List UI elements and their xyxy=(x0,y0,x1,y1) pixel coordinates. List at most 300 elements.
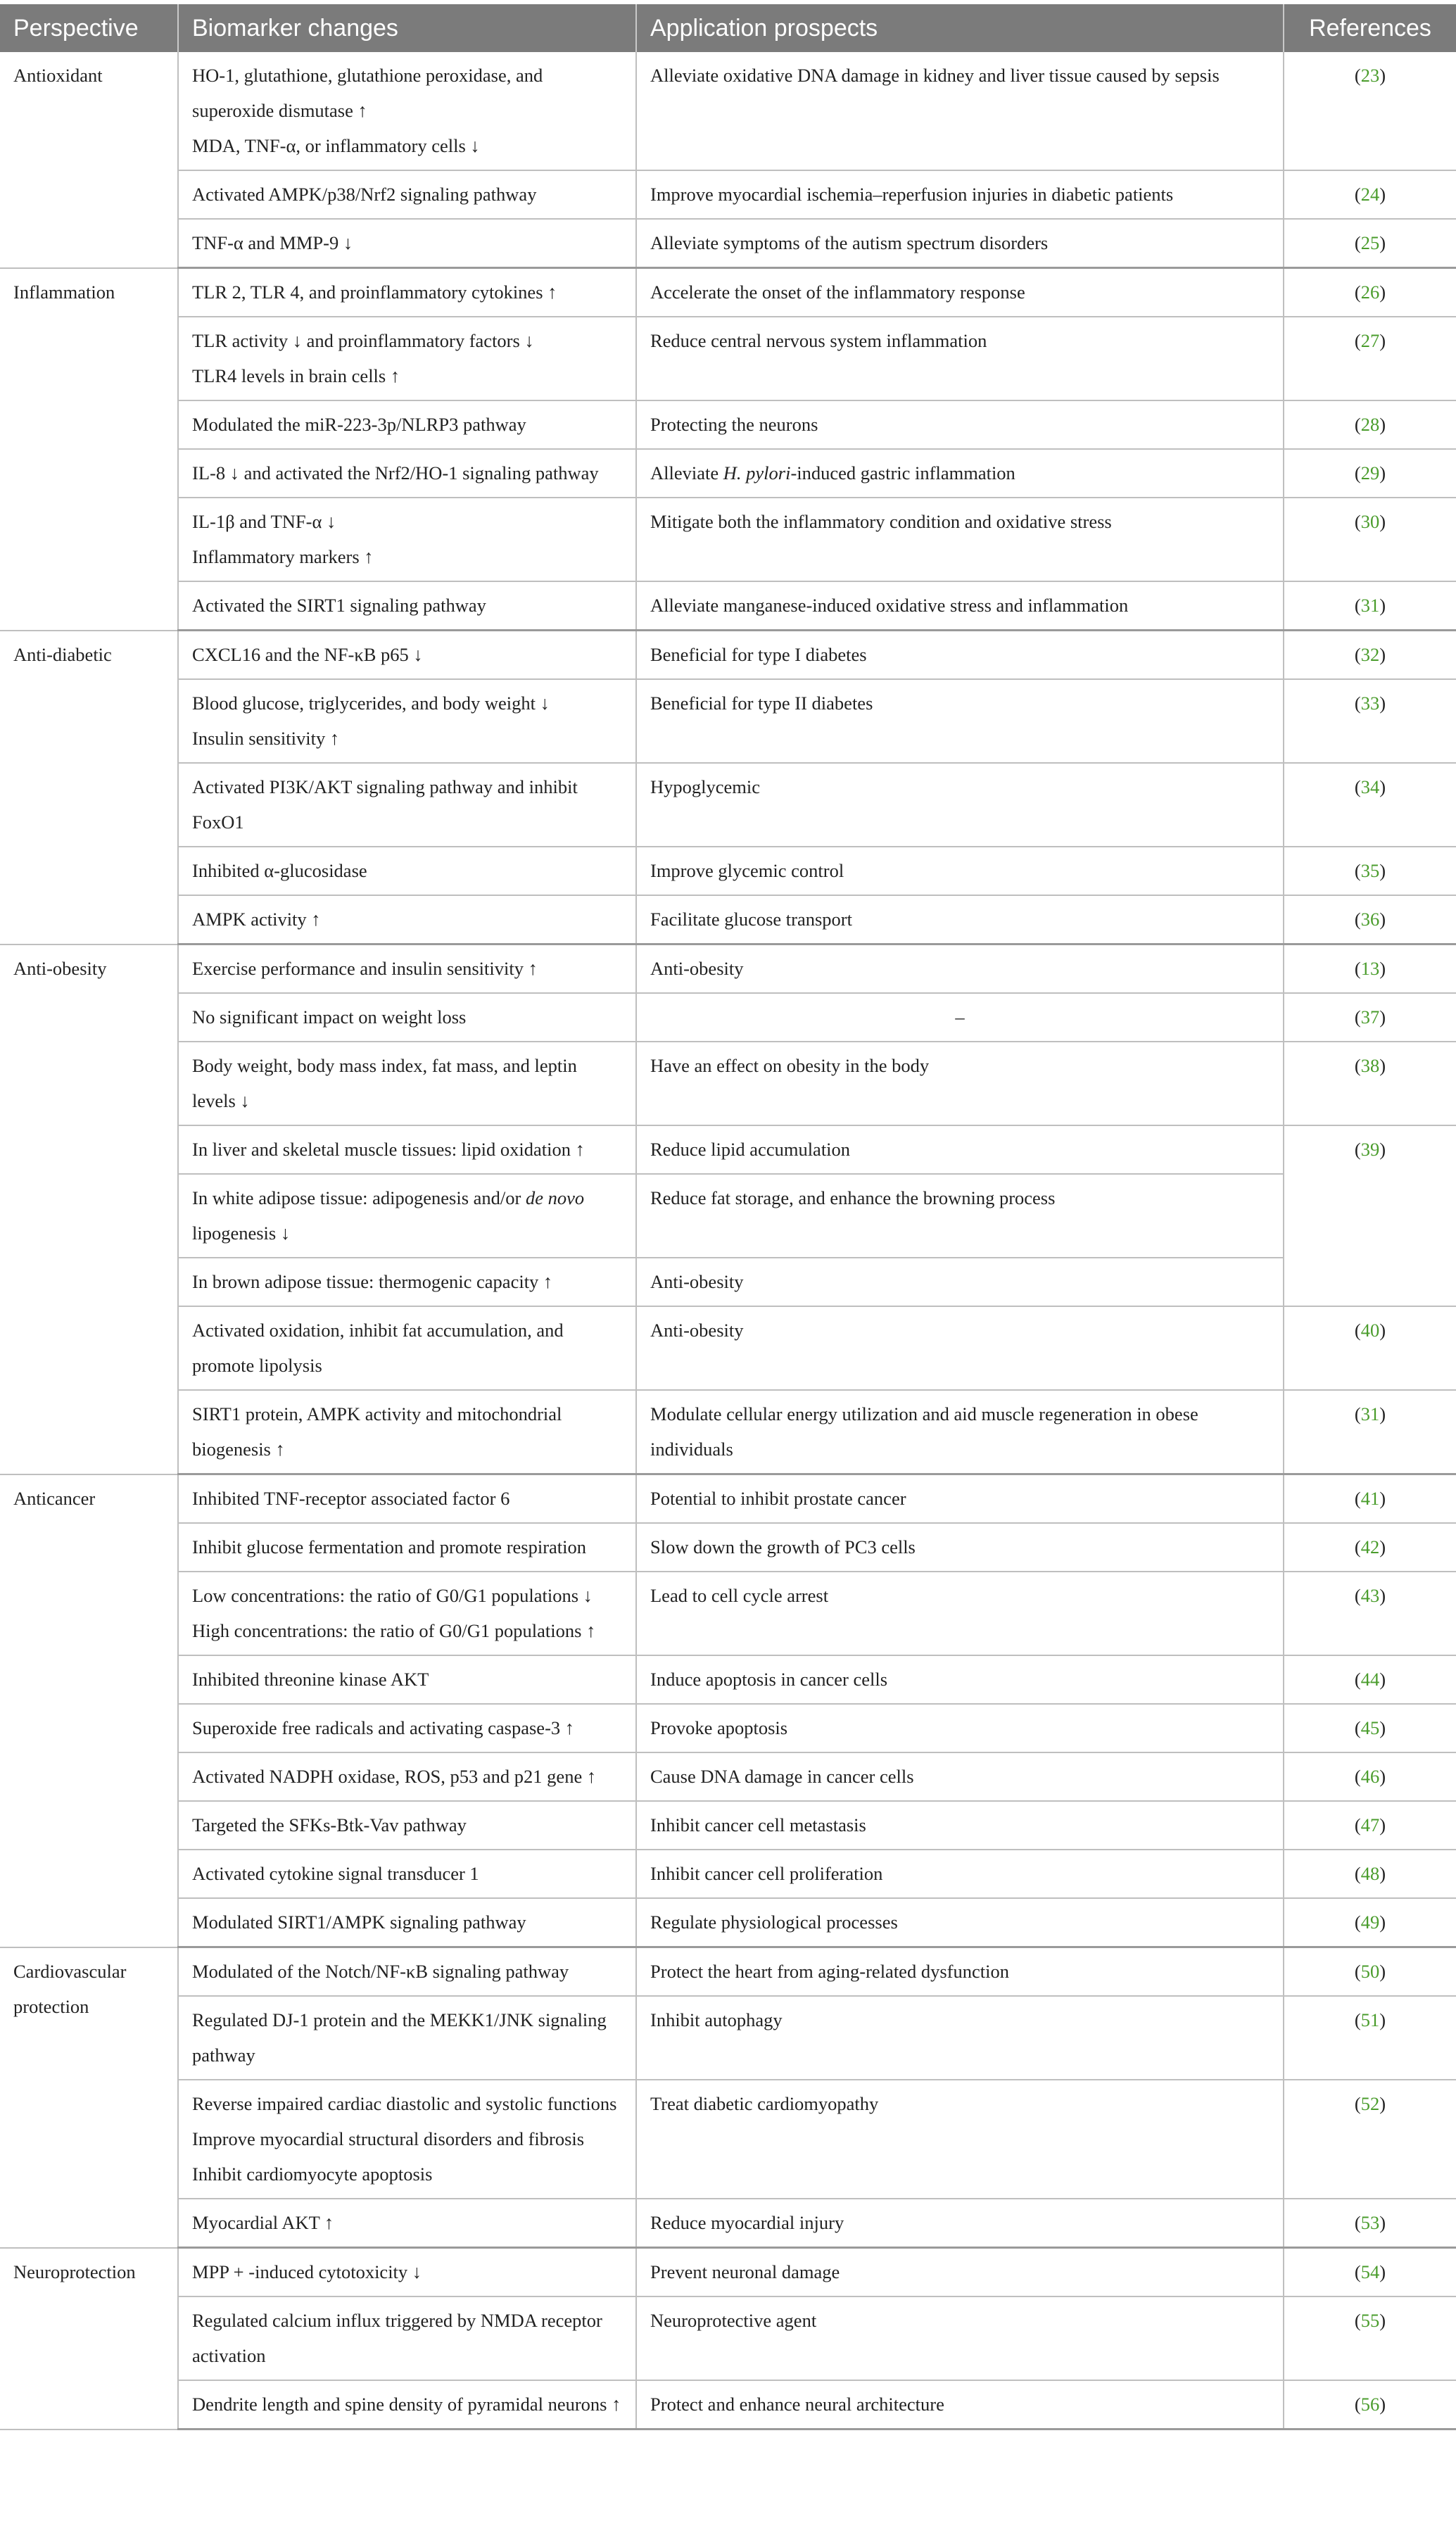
biomarker-cell xyxy=(178,268,636,317)
application-text: Have an effect on obesity in the body xyxy=(650,1055,930,1076)
reference-link[interactable]: 44 xyxy=(1360,1669,1380,1690)
biomarker-cell xyxy=(178,2380,636,2430)
reference-link[interactable]: 46 xyxy=(1360,1766,1380,1787)
biomarker-cell xyxy=(178,1801,636,1850)
application-text: Beneficial for type II diabetes xyxy=(650,693,873,714)
application-text: Neuroprotective agent xyxy=(650,2310,817,2331)
reference-paren-open: ( xyxy=(1354,1585,1361,1606)
reference-paren-open: ( xyxy=(1354,1488,1361,1509)
application-cell xyxy=(636,581,1284,631)
reference-link[interactable]: 50 xyxy=(1360,1961,1380,1982)
biomarker-cell xyxy=(178,581,636,631)
biomarker-line: Targeted the SFKs-Btk-Vav pathway xyxy=(192,1814,467,1836)
reference-link[interactable]: 34 xyxy=(1360,776,1380,797)
reference-paren-open: ( xyxy=(1354,860,1361,881)
table-row xyxy=(0,1898,1456,1947)
biomarker-cell xyxy=(178,1996,636,2080)
biomarker-line: AMPK activity ↑ xyxy=(192,909,321,930)
application-cell xyxy=(636,2199,1284,2248)
reference-link[interactable]: 55 xyxy=(1360,2310,1380,2331)
application-text: Anti-obesity xyxy=(650,1271,744,1292)
reference-paren-close: ) xyxy=(1379,1585,1386,1606)
reference-link[interactable]: 39 xyxy=(1360,1139,1380,1160)
biomarker-line: Inhibited threonine kinase AKT xyxy=(192,1669,429,1690)
reference-cell xyxy=(1284,2380,1456,2430)
biomarker-line: Activated AMPK/p38/Nrf2 signaling pathway xyxy=(192,184,537,205)
application-cell xyxy=(636,1474,1284,1524)
reference-paren-open: ( xyxy=(1354,2394,1361,2415)
biomarker-line: Inhibited TNF-receptor associated factor 6 xyxy=(192,1488,510,1509)
table-row xyxy=(0,52,1456,170)
reference-paren-open: ( xyxy=(1354,2261,1361,2282)
biomarker-line: Regulated calcium influx triggered by NMDA receptor activation xyxy=(192,2310,602,2366)
reference-paren-close: ) xyxy=(1379,2093,1386,2114)
application-cell xyxy=(636,1306,1284,1390)
biomarker-line: Improve myocardial structural disorders and fibrosis xyxy=(192,2128,585,2149)
biomarker-line: IL-8 ↓ and activated the Nrf2/HO-1 signaling pathway xyxy=(192,462,599,484)
application-cell xyxy=(636,1850,1284,1898)
header-row xyxy=(0,4,1456,52)
application-text: – xyxy=(955,1006,965,1028)
biomarker-line: TLR 2, TLR 4, and proinflammatory cytokines ↑ xyxy=(192,282,557,303)
application-cell xyxy=(636,1174,1284,1258)
reference-link[interactable]: 27 xyxy=(1360,330,1380,351)
application-text: Inhibit cancer cell proliferation xyxy=(650,1863,883,1884)
reference-cell xyxy=(1284,170,1456,219)
perspective-cell: Inflammation xyxy=(0,268,178,631)
application-text: Inhibit autophagy xyxy=(650,2009,783,2030)
reference-link[interactable]: 31 xyxy=(1360,1403,1380,1424)
application-text: Reduce myocardial injury xyxy=(650,2212,844,2233)
table-row xyxy=(0,1042,1456,1125)
biomarker-line: Modulated the miR-223-3p/NLRP3 pathway xyxy=(192,414,526,435)
biomarker-line: No significant impact on weight loss xyxy=(192,1006,467,1028)
biomarker-cell xyxy=(178,2248,636,2297)
biomarker-cell xyxy=(178,1258,636,1306)
biomarker-line: Low concentrations: the ratio of G0/G1 populations ↓ xyxy=(192,1585,593,1606)
reference-paren-open: ( xyxy=(1354,1055,1361,1076)
table-row xyxy=(0,763,1456,847)
reference-link[interactable]: 26 xyxy=(1360,282,1380,303)
reference-link[interactable]: 48 xyxy=(1360,1863,1380,1884)
biomarker-line: Activated oxidation, inhibit fat accumulation, and promote lipolysis xyxy=(192,1320,564,1376)
reference-paren-close: ) xyxy=(1379,2394,1386,2415)
reference-cell xyxy=(1284,1996,1456,2080)
table-row xyxy=(0,1125,1456,1174)
application-cell xyxy=(636,631,1284,680)
application-text: Mitigate both the inflammatory condition and oxidative stress xyxy=(650,511,1112,532)
reference-paren-close: ) xyxy=(1379,1320,1386,1341)
reference-paren-open: ( xyxy=(1354,184,1361,205)
table-row xyxy=(0,1474,1456,1524)
table-row xyxy=(0,1258,1456,1306)
biomarker-line: Blood glucose, triglycerides, and body weight ↓ xyxy=(192,693,550,714)
biomarker-line: Reverse impaired cardiac diastolic and systolic functions xyxy=(192,2093,617,2114)
table-header xyxy=(0,4,1456,52)
reference-paren-open: ( xyxy=(1354,1766,1361,1787)
reference-cell xyxy=(1284,1850,1456,1898)
table-row xyxy=(0,2248,1456,2297)
application-cell xyxy=(636,317,1284,400)
reference-paren-open: ( xyxy=(1354,644,1361,665)
table-body xyxy=(0,52,1456,2430)
application-cell xyxy=(636,2380,1284,2430)
application-text: Reduce fat storage, and enhance the browning process xyxy=(650,1187,1056,1208)
application-text: Regulate physiological processes xyxy=(650,1912,898,1933)
reference-link[interactable]: 49 xyxy=(1360,1912,1380,1933)
biomarker-cell xyxy=(178,1898,636,1947)
application-text: Improve glycemic control xyxy=(650,860,844,881)
biomarker-cell xyxy=(178,679,636,763)
reference-paren-close: ) xyxy=(1379,2261,1386,2282)
biomarker-line: Activated cytokine signal transducer 1 xyxy=(192,1863,479,1884)
reference-paren-close: ) xyxy=(1379,1536,1386,1558)
reference-link[interactable]: 56 xyxy=(1360,2394,1380,2415)
reference-paren-close: ) xyxy=(1379,1055,1386,1076)
biomarker-line: High concentrations: the ratio of G0/G1 populations ↑ xyxy=(192,1620,596,1641)
reference-paren-close: ) xyxy=(1379,1863,1386,1884)
table-row xyxy=(0,1996,1456,2080)
biomarker-line: Inhibit glucose fermentation and promote respiration xyxy=(192,1536,587,1558)
application-text: Accelerate the onset of the inflammatory response xyxy=(650,282,1025,303)
table-row xyxy=(0,1752,1456,1801)
reference-cell xyxy=(1284,2199,1456,2248)
table-row xyxy=(0,2296,1456,2380)
reference-link[interactable]: 25 xyxy=(1360,232,1380,253)
application-cell xyxy=(636,2248,1284,2297)
application-cell xyxy=(636,1572,1284,1655)
biomarker-line: In brown adipose tissue: thermogenic capacity ↑ xyxy=(192,1271,553,1292)
reference-paren-close: ) xyxy=(1379,184,1386,205)
reference-paren-close: ) xyxy=(1379,282,1386,303)
table-row xyxy=(0,170,1456,219)
reference-paren-close: ) xyxy=(1379,414,1386,435)
application-cell xyxy=(636,847,1284,895)
reference-cell xyxy=(1284,1523,1456,1572)
reference-paren-close: ) xyxy=(1379,1669,1386,1690)
biomarker-cell xyxy=(178,1523,636,1572)
biomarker-cell xyxy=(178,1655,636,1704)
biomarker-cell xyxy=(178,1306,636,1390)
reference-paren-close: ) xyxy=(1379,462,1386,484)
reference-cell xyxy=(1284,993,1456,1042)
reference-paren-close: ) xyxy=(1379,1006,1386,1028)
application-cell xyxy=(636,679,1284,763)
biomarker-cell xyxy=(178,219,636,268)
biomarker-cell xyxy=(178,170,636,219)
application-cell xyxy=(636,1947,1284,1997)
reference-link[interactable]: 24 xyxy=(1360,184,1380,205)
reference-paren-close: ) xyxy=(1379,330,1386,351)
reference-link[interactable]: 45 xyxy=(1360,1717,1380,1738)
application-cell xyxy=(636,1258,1284,1306)
reference-link[interactable]: 47 xyxy=(1360,1814,1380,1836)
reference-link[interactable]: 35 xyxy=(1360,860,1380,881)
reference-paren-close: ) xyxy=(1379,909,1386,930)
reference-paren-open: ( xyxy=(1354,1961,1361,1982)
biomarker-cell xyxy=(178,944,636,994)
reference-cell xyxy=(1284,219,1456,268)
reference-paren-close: ) xyxy=(1379,1717,1386,1738)
reference-link[interactable]: 33 xyxy=(1360,693,1380,714)
application-cell xyxy=(636,993,1284,1042)
table-row xyxy=(0,317,1456,400)
table-row xyxy=(0,1306,1456,1390)
perspective-cell: Cardiovascular protection xyxy=(0,1947,178,2248)
biomarker-cell xyxy=(178,1850,636,1898)
table-row xyxy=(0,1572,1456,1655)
reference-link[interactable]: 37 xyxy=(1360,1006,1380,1028)
reference-cell xyxy=(1284,679,1456,763)
biomarker-cell xyxy=(178,1704,636,1752)
application-text: Modulate cellular energy utilization and aid muscle regeneration in obese individuals xyxy=(650,1403,1198,1460)
application-text: Potential to inhibit prostate cancer xyxy=(650,1488,906,1509)
perspective-cell: Anticancer xyxy=(0,1474,178,1947)
application-cell xyxy=(636,763,1284,847)
reference-paren-open: ( xyxy=(1354,2009,1361,2030)
reference-cell xyxy=(1284,581,1456,631)
application-text: Alleviate symptoms of the autism spectrum disorders xyxy=(650,232,1049,253)
biomarker-table xyxy=(0,4,1456,2430)
application-text: Protect and enhance neural architecture xyxy=(650,2394,944,2415)
reference-link[interactable]: 41 xyxy=(1360,1488,1380,1509)
application-cell xyxy=(636,170,1284,219)
reference-cell xyxy=(1284,449,1456,498)
table-row xyxy=(0,498,1456,581)
biomarker-cell xyxy=(178,498,636,581)
application-cell xyxy=(636,2296,1284,2380)
biomarker-line: TLR activity ↓ and proinflammatory factors ↓ xyxy=(192,330,534,351)
biomarker-text: lipogenesis ↓ xyxy=(192,1222,291,1244)
application-text: Protect the heart from aging-related dysfunction xyxy=(650,1961,1009,1982)
reference-paren-close: ) xyxy=(1379,644,1386,665)
table-row xyxy=(0,1704,1456,1752)
biomarker-line: HO-1, glutathione, glutathione peroxidase, and superoxide dismutase ↑ xyxy=(192,65,543,121)
perspective-cell: Anti-obesity xyxy=(0,944,178,1474)
reference-paren-open: ( xyxy=(1354,595,1361,616)
reference-link[interactable]: 32 xyxy=(1360,644,1380,665)
reference-paren-close: ) xyxy=(1379,1403,1386,1424)
reference-link[interactable]: 43 xyxy=(1360,1585,1380,1606)
biomarker-cell xyxy=(178,2296,636,2380)
reference-paren-close: ) xyxy=(1379,2212,1386,2233)
reference-paren-open: ( xyxy=(1354,2212,1361,2233)
biomarker-line: Inhibited α-glucosidase xyxy=(192,860,367,881)
reference-paren-close: ) xyxy=(1379,511,1386,532)
reference-cell xyxy=(1284,2296,1456,2380)
application-cell xyxy=(636,498,1284,581)
application-text: Lead to cell cycle arrest xyxy=(650,1585,829,1606)
biomarker-line: CXCL16 and the NF-κB p65 ↓ xyxy=(192,644,423,665)
reference-link[interactable]: 13 xyxy=(1360,958,1380,979)
reference-paren-open: ( xyxy=(1354,1912,1361,1933)
reference-link[interactable]: 51 xyxy=(1360,2009,1380,2030)
application-cell xyxy=(636,449,1284,498)
reference-cell xyxy=(1284,763,1456,847)
application-text: Reduce central nervous system inflammation xyxy=(650,330,987,351)
application-text: Induce apoptosis in cancer cells xyxy=(650,1669,888,1690)
reference-paren-close: ) xyxy=(1379,595,1386,616)
reference-link[interactable]: 38 xyxy=(1360,1055,1380,1076)
biomarker-line: Modulated SIRT1/AMPK signaling pathway xyxy=(192,1912,526,1933)
reference-cell xyxy=(1284,1898,1456,1947)
table-row xyxy=(0,944,1456,994)
biomarker-line: TLR4 levels in brain cells ↑ xyxy=(192,365,400,386)
reference-paren-close: ) xyxy=(1379,958,1386,979)
application-text: Improve myocardial ischemia–reperfusion injuries in diabetic patients xyxy=(650,184,1174,205)
reference-paren-open: ( xyxy=(1354,2310,1361,2331)
application-cell xyxy=(636,1523,1284,1572)
application-text: Slow down the growth of PC3 cells xyxy=(650,1536,916,1558)
table-row xyxy=(0,1801,1456,1850)
reference-paren-open: ( xyxy=(1354,511,1361,532)
reference-paren-open: ( xyxy=(1354,414,1361,435)
table-row xyxy=(0,895,1456,944)
reference-paren-open: ( xyxy=(1354,282,1361,303)
reference-link[interactable]: 54 xyxy=(1360,2261,1380,2282)
reference-paren-close: ) xyxy=(1379,65,1386,86)
application-text: Protecting the neurons xyxy=(650,414,818,435)
biomarker-cell xyxy=(178,1752,636,1801)
biomarker-cell xyxy=(178,400,636,449)
table-row xyxy=(0,1390,1456,1474)
reference-paren-open: ( xyxy=(1354,693,1361,714)
biomarker-cell xyxy=(178,993,636,1042)
reference-cell xyxy=(1284,847,1456,895)
header-references: References xyxy=(1284,4,1456,52)
reference-cell xyxy=(1284,895,1456,944)
biomarker-line: In liver and skeletal muscle tissues: lipid oxidation ↑ xyxy=(192,1139,585,1160)
reference-cell xyxy=(1284,498,1456,581)
table-row xyxy=(0,1850,1456,1898)
biomarker-line: Body weight, body mass index, fat mass, and leptin levels ↓ xyxy=(192,1055,577,1111)
reference-paren-open: ( xyxy=(1354,232,1361,253)
biomarker-line: Superoxide free radicals and activating caspase-3 ↑ xyxy=(192,1717,575,1738)
biomarker-cell xyxy=(178,1174,636,1258)
table-row xyxy=(0,219,1456,268)
header-biomarker: Biomarker changes xyxy=(178,4,636,52)
reference-cell xyxy=(1284,52,1456,170)
application-cell xyxy=(636,1801,1284,1850)
reference-paren-close: ) xyxy=(1379,1488,1386,1509)
reference-link[interactable]: 23 xyxy=(1360,65,1380,86)
perspective-cell: Antioxidant xyxy=(0,52,178,268)
reference-link[interactable]: 28 xyxy=(1360,414,1380,435)
biomarker-cell xyxy=(178,1474,636,1524)
reference-cell xyxy=(1284,2080,1456,2199)
reference-cell xyxy=(1284,1947,1456,1997)
header-application: Application prospects xyxy=(636,4,1284,52)
reference-link[interactable]: 42 xyxy=(1360,1536,1380,1558)
application-text: Prevent neuronal damage xyxy=(650,2261,840,2282)
application-text: Treat diabetic cardiomyopathy xyxy=(650,2093,879,2114)
reference-cell xyxy=(1284,1572,1456,1655)
reference-paren-close: ) xyxy=(1379,776,1386,797)
application-cell xyxy=(636,400,1284,449)
reference-paren-close: ) xyxy=(1379,860,1386,881)
biomarker-cell xyxy=(178,1042,636,1125)
table-row xyxy=(0,2380,1456,2430)
biomarker-cell xyxy=(178,631,636,680)
reference-cell xyxy=(1284,400,1456,449)
perspective-cell: Anti-diabetic xyxy=(0,631,178,944)
reference-paren-open: ( xyxy=(1354,1717,1361,1738)
application-cell xyxy=(636,2080,1284,2199)
application-text: Inhibit cancer cell metastasis xyxy=(650,1814,866,1836)
reference-cell xyxy=(1284,1306,1456,1390)
application-cell xyxy=(636,1752,1284,1801)
reference-cell xyxy=(1284,1655,1456,1704)
biomarker-line: Inflammatory markers ↑ xyxy=(192,546,374,567)
reference-cell xyxy=(1284,268,1456,317)
application-text: Alleviate xyxy=(650,462,723,484)
reference-link[interactable]: 40 xyxy=(1360,1320,1380,1341)
application-text: Alleviate manganese-induced oxidative stress and inflammation xyxy=(650,595,1129,616)
biomarker-line: Exercise performance and insulin sensitivity ↑ xyxy=(192,958,538,979)
table-row xyxy=(0,993,1456,1042)
reference-link[interactable]: 52 xyxy=(1360,2093,1380,2114)
table-row xyxy=(0,847,1456,895)
reference-cell xyxy=(1284,1801,1456,1850)
reference-paren-open: ( xyxy=(1354,1320,1361,1341)
table-row xyxy=(0,2199,1456,2248)
application-cell xyxy=(636,219,1284,268)
biomarker-line: Modulated of the Notch/NF-κB signaling pathway xyxy=(192,1961,569,1982)
reference-link[interactable]: 31 xyxy=(1360,595,1380,616)
reference-paren-open: ( xyxy=(1354,958,1361,979)
biomarker-line: IL-1β and TNF-α ↓ xyxy=(192,511,336,532)
reference-paren-open: ( xyxy=(1354,462,1361,484)
application-cell xyxy=(636,1042,1284,1125)
reference-cell xyxy=(1284,317,1456,400)
biomarker-line: Insulin sensitivity ↑ xyxy=(192,728,340,749)
reference-paren-open: ( xyxy=(1354,65,1361,86)
application-cell xyxy=(636,1898,1284,1947)
reference-cell xyxy=(1284,1474,1456,1524)
reference-paren-open: ( xyxy=(1354,776,1361,797)
biomarker-cell xyxy=(178,1572,636,1655)
application-italic-text: H. pylori xyxy=(723,462,791,484)
reference-link[interactable]: 53 xyxy=(1360,2212,1380,2233)
reference-cell xyxy=(1284,1390,1456,1474)
reference-paren-open: ( xyxy=(1354,330,1361,351)
reference-paren-close: ) xyxy=(1379,1912,1386,1933)
reference-paren-open: ( xyxy=(1354,1139,1361,1160)
reference-cell xyxy=(1284,2248,1456,2297)
reference-paren-close: ) xyxy=(1379,1961,1386,1982)
biomarker-cell xyxy=(178,847,636,895)
biomarker-cell xyxy=(178,1390,636,1474)
biomarker-cell xyxy=(178,1947,636,1997)
reference-link[interactable]: 36 xyxy=(1360,909,1380,930)
application-cell xyxy=(636,268,1284,317)
reference-paren-open: ( xyxy=(1354,1669,1361,1690)
reference-paren-open: ( xyxy=(1354,909,1361,930)
reference-link[interactable]: 29 xyxy=(1360,462,1380,484)
biomarker-cell xyxy=(178,763,636,847)
table-row xyxy=(0,449,1456,498)
table-row xyxy=(0,1523,1456,1572)
application-cell xyxy=(636,1655,1284,1704)
reference-link[interactable]: 30 xyxy=(1360,511,1380,532)
application-text: Alleviate oxidative DNA damage in kidney and liver tissue caused by sepsis xyxy=(650,65,1220,86)
biomarker-text: In white adipose tissue: adipogenesis and/or xyxy=(192,1187,526,1208)
reference-cell xyxy=(1284,1704,1456,1752)
application-text: Anti-obesity xyxy=(650,958,744,979)
application-cell xyxy=(636,1996,1284,2080)
table-row xyxy=(0,268,1456,317)
reference-paren-close: ) xyxy=(1379,1766,1386,1787)
